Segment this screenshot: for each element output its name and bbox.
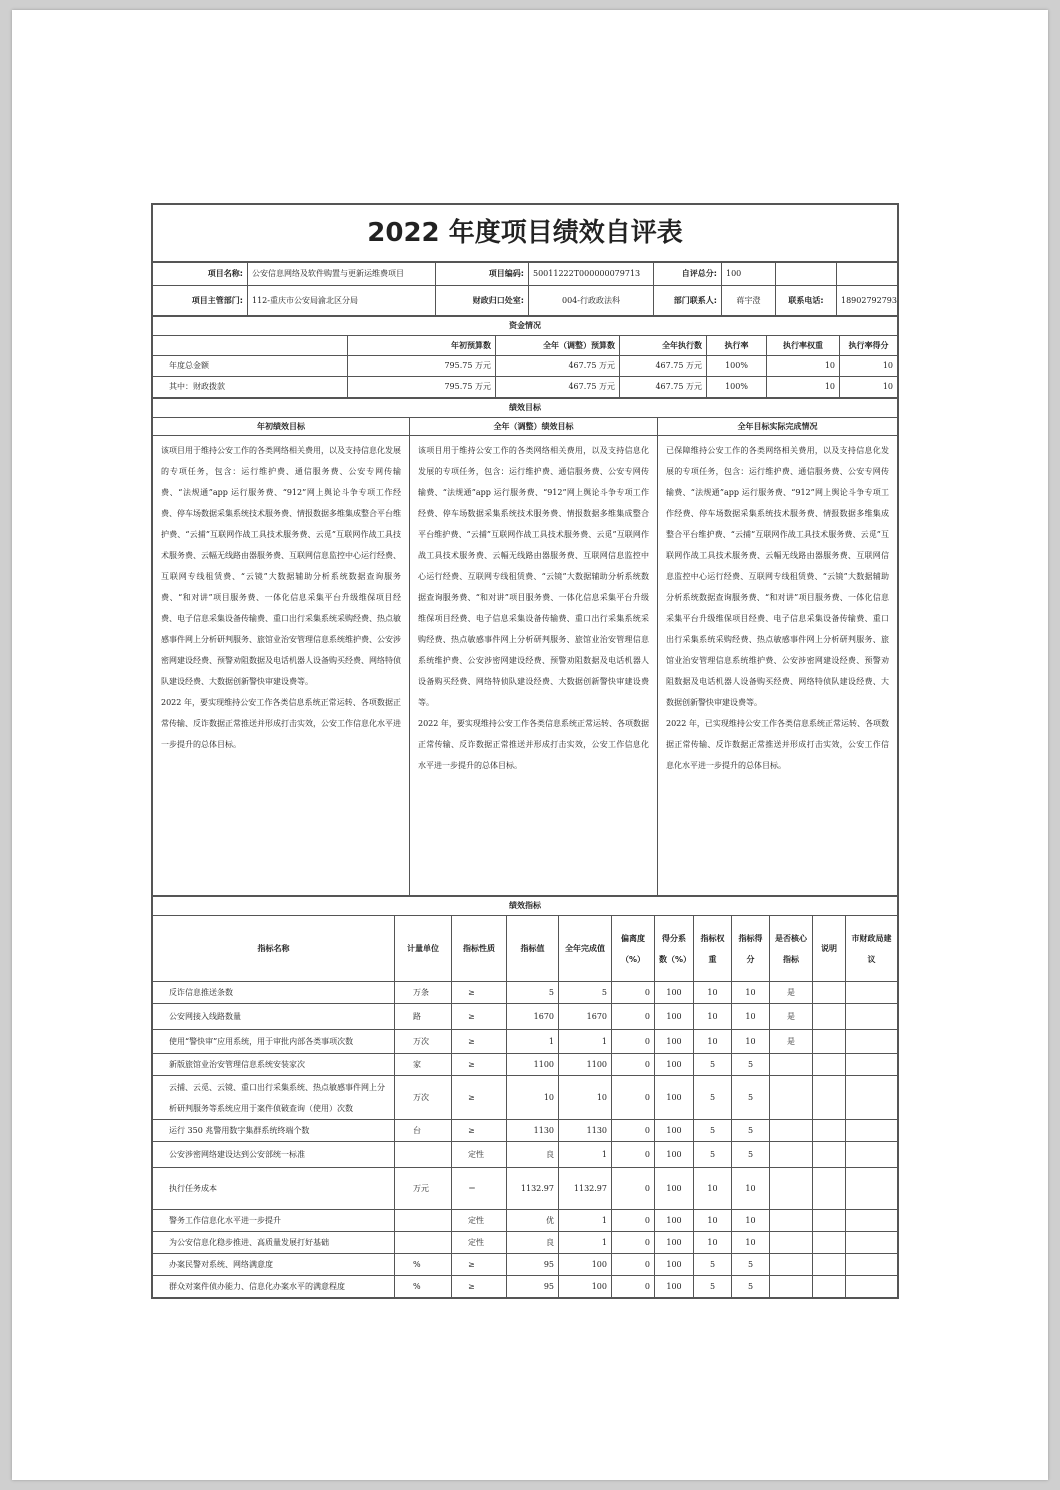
indicator-weight: 5	[694, 1054, 732, 1076]
indicator-nature: ≥	[452, 982, 507, 1004]
funds-executed: 467.75 万元	[620, 356, 707, 377]
indicator-finance-suggestion	[846, 1254, 898, 1276]
indicator-header: 说明	[813, 916, 846, 982]
indicator-name: 反诈信息推送条数	[153, 982, 395, 1004]
indicator-score: 10	[732, 1030, 770, 1054]
document-page	[12, 10, 1048, 1480]
indicator-core: 是	[770, 1004, 813, 1030]
indicator-deviation: 0	[612, 1254, 655, 1276]
indicator-deviation: 0	[612, 1276, 655, 1298]
indicator-finance-suggestion	[846, 1054, 898, 1076]
indicators-section-title: 绩效指标	[153, 897, 898, 916]
indicator-target: 1130	[507, 1120, 559, 1142]
indicator-finance-suggestion	[846, 1210, 898, 1232]
indicator-unit	[395, 1210, 452, 1232]
contact-value: 蒋宇澄	[722, 286, 776, 316]
indicator-target: 1670	[507, 1004, 559, 1030]
funds-adjusted: 467.75 万元	[496, 356, 620, 377]
indicator-weight: 5	[694, 1276, 732, 1298]
funds-header: 执行率权重	[767, 336, 840, 356]
indicator-unit: 家	[395, 1054, 452, 1076]
indicators-table	[152, 896, 898, 1298]
funds-row-name: 年度总金额	[153, 356, 348, 377]
indicator-coefficient: 100	[655, 1030, 694, 1054]
table-row	[153, 1120, 898, 1142]
indicator-note	[813, 1004, 846, 1030]
indicator-name: 公安涉密网络建设达到公安部统一标准	[153, 1142, 395, 1168]
title-table	[152, 204, 898, 262]
funds-initial: 795.75 万元	[348, 377, 496, 398]
table-row	[153, 377, 898, 398]
indicator-core: 是	[770, 1030, 813, 1054]
indicator-header: 是否核心指标	[770, 916, 813, 982]
indicator-score: 5	[732, 1254, 770, 1276]
project-info-table	[152, 262, 898, 316]
indicator-target: 95	[507, 1254, 559, 1276]
indicator-nature: ≥	[452, 1030, 507, 1054]
indicator-actual: 100	[559, 1276, 612, 1298]
adjusted-goal-text: 该项目用于维持公安工作的各类网络相关费用，以及支持信息化发展的专项任务，包含：运行维护费、通信服务费、公安专网传输费、“法规通”app 运行服务费、“912”网上舆论斗争专项工作经费、停车场数据采集系统技术服务费、情报数据多维集成整合平台维护费、“云捕”互联网作战工具技术服务费、云觅”互联网作战工具技术服务费、云幅无线路由器服务费、互联网信息监控中心运行经费、互联网专线租赁费、“云镜”大数据辅助分析系统数据查询服务费、“和对讲”项目服务费、一体化信息采集平台升级维保项目经费、电子信息采集设备传输费、重口出行采集系统采购经费、热点敏感事件网上分析研判服务、旅馆业治安管理信息系统维护费、公安涉密网建设经费、预警劝阻数据及电话机器人设备购买经费、网络特侦队建设经费、大数据创新警快审建设费等。 2022 年，要实现维持公安工作各类信息系统正常运转、各项数据正常传输、反诈数据正常推送并形成打击实效，公安工作信息化水平进一步提升的总体目标。	[410, 436, 658, 896]
indicator-deviation: 0	[612, 1168, 655, 1210]
indicator-actual: 100	[559, 1254, 612, 1276]
indicator-deviation: 0	[612, 1232, 655, 1254]
indicator-core	[770, 1232, 813, 1254]
indicator-coefficient: 100	[655, 982, 694, 1004]
indicator-core	[770, 1254, 813, 1276]
phone-value: 18902792793	[837, 286, 898, 316]
indicator-finance-suggestion	[846, 982, 898, 1004]
indicator-unit	[395, 1142, 452, 1168]
indicator-actual: 1	[559, 1232, 612, 1254]
indicator-finance-suggestion	[846, 1168, 898, 1210]
indicator-nature: ≥	[452, 1004, 507, 1030]
indicator-weight: 10	[694, 982, 732, 1004]
indicator-nature: 定性	[452, 1142, 507, 1168]
phone-label: 联系电话:	[776, 286, 837, 316]
table-row	[153, 1142, 898, 1168]
indicator-header: 指标权重	[694, 916, 732, 982]
indicator-header: 全年完成值	[559, 916, 612, 982]
indicator-score: 10	[732, 1004, 770, 1030]
indicator-weight: 10	[694, 1004, 732, 1030]
funds-header: 执行率得分	[840, 336, 898, 356]
indicator-coefficient: 100	[655, 1120, 694, 1142]
indicator-deviation: 0	[612, 1120, 655, 1142]
indicator-finance-suggestion	[846, 1030, 898, 1054]
indicator-note	[813, 1142, 846, 1168]
indicator-actual: 1670	[559, 1004, 612, 1030]
indicator-core	[770, 1076, 813, 1120]
indicator-unit: 万次	[395, 1076, 452, 1120]
indicator-coefficient: 100	[655, 1210, 694, 1232]
indicator-score: 10	[732, 1168, 770, 1210]
funds-section-title: 资金情况	[153, 317, 898, 336]
goals-header: 全年（调整）绩效目标	[410, 418, 658, 436]
funds-rate: 100%	[707, 377, 767, 398]
indicator-score: 5	[732, 1276, 770, 1298]
indicator-name: 公安网接入线路数量	[153, 1004, 395, 1030]
empty-cell	[153, 336, 348, 356]
funds-header: 全年执行数	[620, 336, 707, 356]
indicator-header: 指标值	[507, 916, 559, 982]
empty-cell	[837, 263, 898, 286]
indicator-header: 指标名称	[153, 916, 395, 982]
indicator-note	[813, 1030, 846, 1054]
indicator-nature: ≥	[452, 1054, 507, 1076]
indicator-unit: 万次	[395, 1030, 452, 1054]
dept-label: 项目主管部门:	[153, 286, 248, 316]
indicator-weight: 5	[694, 1120, 732, 1142]
indicator-finance-suggestion	[846, 1276, 898, 1298]
indicator-unit	[395, 1232, 452, 1254]
indicator-nature: ≥	[452, 1076, 507, 1120]
funds-executed: 467.75 万元	[620, 377, 707, 398]
indicator-score: 5	[732, 1054, 770, 1076]
table-row	[153, 1004, 898, 1030]
indicator-coefficient: 100	[655, 1076, 694, 1120]
funds-header: 执行率	[707, 336, 767, 356]
dept-value: 112-重庆市公安局渝北区分局	[248, 286, 436, 316]
indicator-name: 为公安信息化稳步推进、高质量发展打好基础	[153, 1232, 395, 1254]
indicator-finance-suggestion	[846, 1232, 898, 1254]
indicator-weight: 5	[694, 1076, 732, 1120]
funds-score: 10	[840, 377, 898, 398]
indicator-weight: 10	[694, 1210, 732, 1232]
table-row	[153, 356, 898, 377]
indicator-note	[813, 1076, 846, 1120]
goals-header: 全年目标实际完成情况	[658, 418, 898, 436]
goals-table	[152, 398, 898, 896]
indicator-deviation: 0	[612, 1054, 655, 1076]
indicator-target: 95	[507, 1276, 559, 1298]
indicator-target: 10	[507, 1076, 559, 1120]
funds-score: 10	[840, 356, 898, 377]
indicator-deviation: 0	[612, 1210, 655, 1232]
evaluation-form	[151, 203, 899, 1299]
indicator-nature: ≥	[452, 1276, 507, 1298]
table-row	[153, 1168, 898, 1210]
indicator-actual: 1132.97	[559, 1168, 612, 1210]
table-row	[153, 1030, 898, 1054]
indicator-header: 偏离度（%）	[612, 916, 655, 982]
indicator-coefficient: 100	[655, 1276, 694, 1298]
indicator-actual: 1	[559, 1142, 612, 1168]
goals-section-title: 绩效目标	[153, 399, 898, 418]
funds-header: 年初预算数	[348, 336, 496, 356]
indicator-core	[770, 1276, 813, 1298]
indicator-finance-suggestion	[846, 1004, 898, 1030]
indicator-coefficient: 100	[655, 1232, 694, 1254]
funds-initial: 795.75 万元	[348, 356, 496, 377]
indicator-core	[770, 1120, 813, 1142]
contact-label: 部门联系人:	[654, 286, 722, 316]
indicator-target: 良	[507, 1142, 559, 1168]
indicator-actual: 1130	[559, 1120, 612, 1142]
indicator-coefficient: 100	[655, 1168, 694, 1210]
indicator-core	[770, 1210, 813, 1232]
indicator-name: 办案民警对系统、网络满意度	[153, 1254, 395, 1276]
indicator-target: 1100	[507, 1054, 559, 1076]
indicator-weight: 5	[694, 1142, 732, 1168]
score-value: 100	[722, 263, 776, 286]
funds-weight: 10	[767, 377, 840, 398]
indicator-finance-suggestion	[846, 1142, 898, 1168]
indicator-core: 是	[770, 982, 813, 1004]
indicator-name: 执行任务成本	[153, 1168, 395, 1210]
indicator-name: 云捕、云觅、云镜、重口出行采集系统、热点敏感事件网上分析研判服务等系统应用于案件侦破查询（使用）次数	[153, 1076, 395, 1120]
indicator-finance-suggestion	[846, 1120, 898, 1142]
indicator-score: 5	[732, 1142, 770, 1168]
indicator-unit: 万条	[395, 982, 452, 1004]
initial-goal-text: 该项目用于维持公安工作的各类网络相关费用，以及支持信息化发展的专项任务，包含：运行维护费、通信服务费、公安专网传输费、“法规通”app 运行服务费、“912”网上舆论斗争专项工作经费、停车场数据采集系统技术服务费、情报数据多维集成整合平台维护费、“云捕”互联网作战工具技术服务费、云觅”互联网作战工具技术服务费、云幅无线路由器服务费、互联网信息监控中心运行经费、互联网专线租赁费、“云镜”大数据辅助分析系统数据查询服务费、“和对讲”项目服务费、一体化信息采集平台升级维保项目经费、电子信息采集设备传输费、重口出行采集系统采购经费、热点敏感事件网上分析研判服务、旅馆业治安管理信息系统维护费、公安涉密网建设经费、预警劝阻数据及电话机器人设备购买经费、网络特侦队建设经费、大数据创新警快审建设费等。 2022 年，要实现维持公安工作各类信息系统正常运转、各项数据正常传输、反诈数据正常推送并形成打击实效，公安工作信息化水平进一步提升的总体目标。	[153, 436, 410, 896]
indicator-coefficient: 100	[655, 1254, 694, 1276]
indicator-core	[770, 1142, 813, 1168]
indicator-note	[813, 1232, 846, 1254]
indicator-actual: 5	[559, 982, 612, 1004]
indicator-target: 良	[507, 1232, 559, 1254]
indicator-unit: %	[395, 1254, 452, 1276]
indicator-actual: 10	[559, 1076, 612, 1120]
indicator-deviation: 0	[612, 1142, 655, 1168]
table-row	[153, 1076, 898, 1120]
indicator-nature: 定性	[452, 1232, 507, 1254]
indicator-score: 10	[732, 1210, 770, 1232]
indicator-note	[813, 1276, 846, 1298]
project-code: 50011222T000000079713	[529, 263, 654, 286]
indicator-deviation: 0	[612, 1076, 655, 1120]
indicator-target: 1132.97	[507, 1168, 559, 1210]
table-row	[153, 1276, 898, 1298]
actual-completion-text: 已保障维持公安工作的各类网络相关费用，以及支持信息化发展的专项任务，包含：运行维护费、通信服务费、公安专网传输费、“法规通”app 运行服务费、“912”网上舆论斗争专项工作经费、停车场数据采集系统技术服务费、情报数据多维集成整合平台维护费、“云捕”互联网作战工具技术服务费、云觅”互联网作战工具技术服务费、云幅无线路由器服务费、互联网信息监控中心运行经费、互联网专线租赁费、“云镜”大数据辅助分析系统数据查询服务费、“和对讲”项目服务费、一体化信息采集平台升级维保项目经费、电子信息采集设备传输费、重口出行采集系统采购经费、热点敏感事件网上分析研判服务、旅馆业治安管理信息系统维护费、公安涉密网建设经费、预警劝阻数据及电话机器人设备购买经费、网络特侦队建设经费、大数据创新警快审建设费等。 2022 年，已实现维持公安工作各类信息系统正常运转、各项数据正常传输、反诈数据正常推送并形成打击实效，公安工作信息化水平进一步提升的总体目标。	[658, 436, 898, 896]
page-title: 2022 年度项目绩效自评表	[153, 205, 898, 262]
indicator-note	[813, 1168, 846, 1210]
indicator-header: 指标得分	[732, 916, 770, 982]
funds-weight: 10	[767, 356, 840, 377]
table-row	[153, 982, 898, 1004]
indicator-deviation: 0	[612, 982, 655, 1004]
indicator-nature: 定性	[452, 1210, 507, 1232]
indicator-score: 5	[732, 1076, 770, 1120]
indicator-score: 10	[732, 1232, 770, 1254]
indicator-name: 使用“警快审”应用系统，用于审批内部各类事项次数	[153, 1030, 395, 1054]
finance-value: 004-行政政法科	[529, 286, 654, 316]
indicator-rows	[153, 982, 898, 1298]
indicator-score: 5	[732, 1120, 770, 1142]
indicator-weight: 5	[694, 1254, 732, 1276]
table-row	[153, 1210, 898, 1232]
indicator-note	[813, 1120, 846, 1142]
empty-cell	[776, 263, 837, 286]
table-row	[153, 1232, 898, 1254]
indicator-name: 群众对案件侦办能力、信息化办案水平的满意程度	[153, 1276, 395, 1298]
indicator-core	[770, 1054, 813, 1076]
indicator-core	[770, 1168, 813, 1210]
indicator-note	[813, 1254, 846, 1276]
indicator-coefficient: 100	[655, 1004, 694, 1030]
indicator-header: 计量单位	[395, 916, 452, 982]
project-name: 公安信息网络及软件购置与更新运维费项目	[248, 263, 436, 286]
funds-table	[152, 316, 898, 398]
indicator-name: 警务工作信息化水平进一步提升	[153, 1210, 395, 1232]
indicator-name: 新版旅馆业治安管理信息系统安装家次	[153, 1054, 395, 1076]
indicator-deviation: 0	[612, 1004, 655, 1030]
indicator-score: 10	[732, 982, 770, 1004]
indicator-deviation: 0	[612, 1030, 655, 1054]
project-name-label: 项目名称:	[153, 263, 248, 286]
indicator-actual: 1100	[559, 1054, 612, 1076]
indicator-coefficient: 100	[655, 1142, 694, 1168]
table-row	[153, 1054, 898, 1076]
indicator-coefficient: 100	[655, 1054, 694, 1076]
indicator-nature: ≥	[452, 1254, 507, 1276]
indicator-target: 1	[507, 1030, 559, 1054]
indicator-actual: 1	[559, 1030, 612, 1054]
indicator-header: 得分系数（%）	[655, 916, 694, 982]
indicator-weight: 10	[694, 1168, 732, 1210]
funds-header: 全年（调整）预算数	[496, 336, 620, 356]
indicator-unit: 台	[395, 1120, 452, 1142]
indicator-header: 市财政局建议	[846, 916, 898, 982]
funds-adjusted: 467.75 万元	[496, 377, 620, 398]
funds-rate: 100%	[707, 356, 767, 377]
funds-row-name: 其中：财政拨款	[153, 377, 348, 398]
table-row	[153, 1254, 898, 1276]
project-code-label: 项目编码:	[436, 263, 529, 286]
indicator-note	[813, 1210, 846, 1232]
finance-label: 财政归口处室:	[436, 286, 529, 316]
indicator-note	[813, 1054, 846, 1076]
indicator-finance-suggestion	[846, 1076, 898, 1120]
indicator-name: 运行 350 兆警用数字集群系统终端个数	[153, 1120, 395, 1142]
indicator-unit: 路	[395, 1004, 452, 1030]
indicator-note	[813, 982, 846, 1004]
indicator-weight: 10	[694, 1030, 732, 1054]
indicator-target: 优	[507, 1210, 559, 1232]
indicator-target: 5	[507, 982, 559, 1004]
indicator-header: 指标性质	[452, 916, 507, 982]
indicator-nature: ≥	[452, 1120, 507, 1142]
goals-header: 年初绩效目标	[153, 418, 410, 436]
indicator-unit: %	[395, 1276, 452, 1298]
indicator-nature: ＝	[452, 1168, 507, 1210]
score-label: 自评总分:	[654, 263, 722, 286]
indicator-actual: 1	[559, 1210, 612, 1232]
indicator-weight: 10	[694, 1232, 732, 1254]
indicator-unit: 万元	[395, 1168, 452, 1210]
